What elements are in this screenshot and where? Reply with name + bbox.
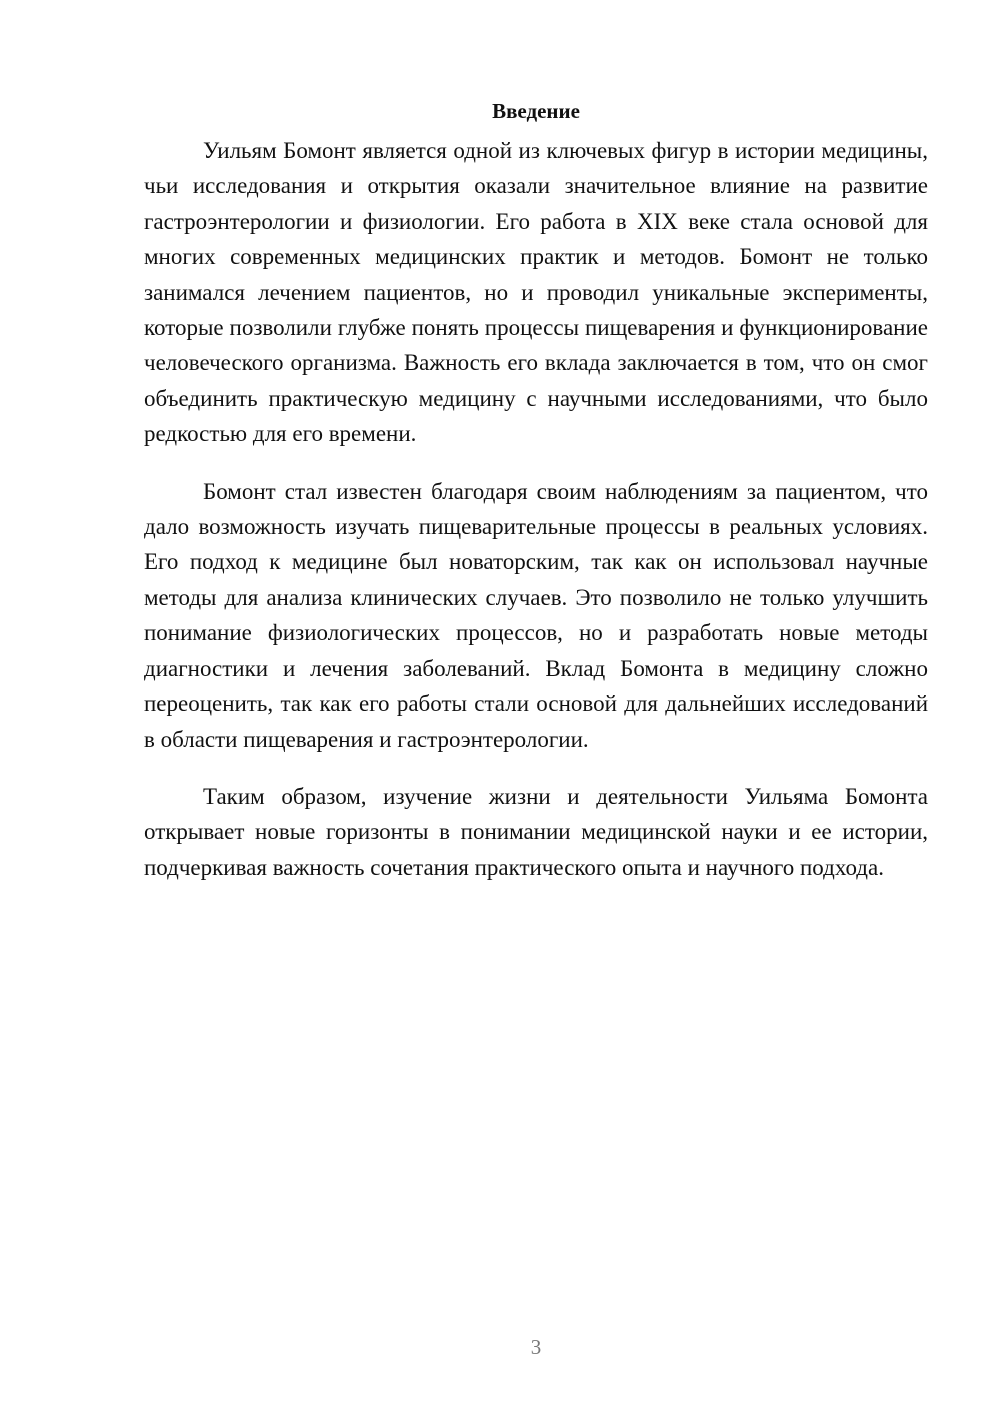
paragraph-2: Бомонт стал известен благодаря своим наблюдениям за пациентом, что дало возможность изучать пищеварительные процессы в реальных условиях. Его подход к медицине был новаторским, так как он использовал научные методы для анализа клинических случаев. Это позволило не только улучшить понимание физиологических процессов, но и разработать новые методы диагностики и лечения заболеваний. Вклад Бомонта в медицину сложно переоценить, так как его работы стали основой для дальнейших исследований в области пищеварения и гастроэнтерологии. [144,478,928,752]
section-title: Введение [492,99,580,123]
paragraph-1: Уильям Бомонт является одной из ключевых фигур в истории медицины, чьи исследования и открытия оказали значительное влияние на развитие гастроэнтерологии и физиологии. Его работа в XIX веке стала основой для многих современных медицинских практик и методов. Бомонт не только занимался лечением пациентов, но и проводил уникальные эксперименты, которые позволили глубже понять процессы пищеварения и функционирование человеческого организма. Важность его вклада заключается в том, что он смог объединить практическую медицину с научными исследованиями, что было редкостью для его времени. [144,138,928,447]
page-number: 3 [530,1335,542,1359]
paragraph-3: Таким образом, изучение жизни и деятельности Уильяма Бомонта открывает новые горизонты в понимании медицинской науки и ее истории, подчеркивая важность сочетания практического опыта и научного подхода. [144,783,928,880]
page-content [144,94,928,907]
